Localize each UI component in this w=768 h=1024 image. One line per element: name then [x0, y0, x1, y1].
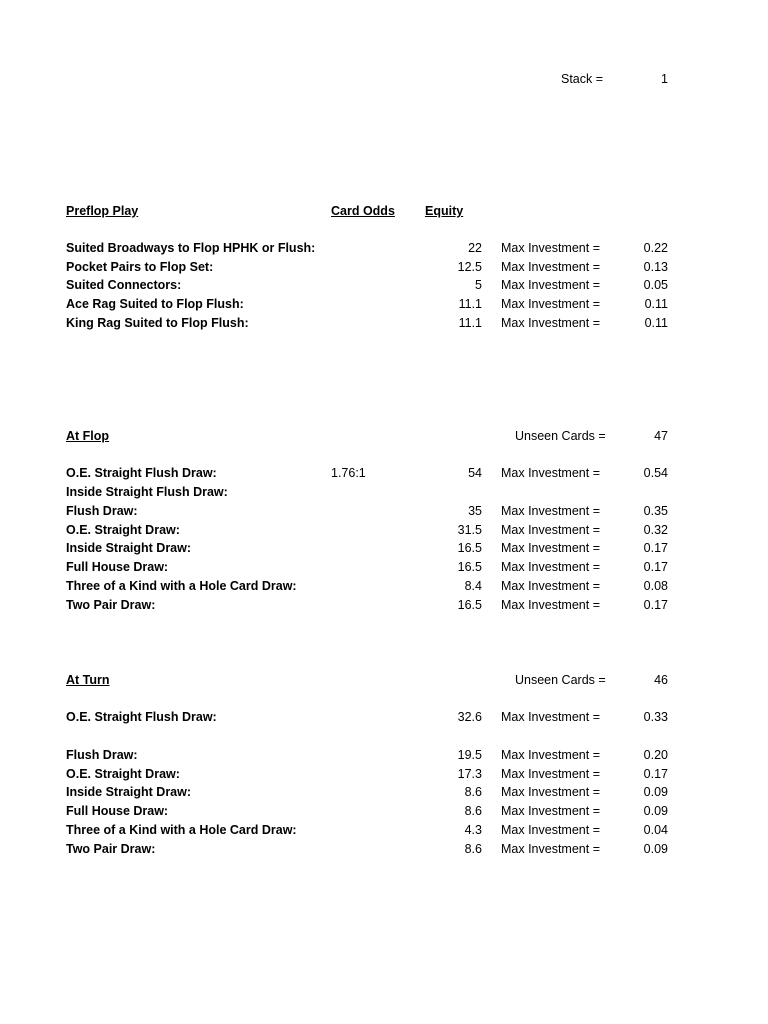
table-row-max-label: Max Investment =: [501, 842, 600, 856]
table-row-equity: 8.6: [464, 842, 482, 856]
card-odds-header: Card Odds: [331, 204, 395, 218]
table-row-equity: 16.5: [457, 541, 482, 555]
table-row-equity: 35: [468, 504, 482, 518]
table-row-max-label: Max Investment =: [501, 823, 600, 837]
preflop-title: Preflop Play: [66, 204, 139, 218]
table-row-max-value: 0.35: [643, 504, 668, 518]
table-row-max-value: 0.11: [644, 297, 668, 311]
table-row-equity: 54: [468, 466, 482, 480]
table-row-max-label: Max Investment =: [501, 316, 600, 330]
table-row-max-value: 0.33: [643, 710, 668, 724]
table-row-label: Pocket Pairs to Flop Set:: [66, 260, 214, 274]
table-row-equity: 19.5: [457, 748, 482, 762]
table-row-label: Inside Straight Draw:: [66, 541, 192, 555]
table-row-label: O.E. Straight Draw:: [66, 523, 180, 537]
table-row-max-value: 0.08: [643, 579, 668, 593]
table-row-max-value: 0.17: [643, 767, 668, 781]
stack-label: Stack =: [561, 72, 604, 86]
table-row-label: Three of a Kind with a Hole Card Draw:: [66, 823, 297, 837]
table-row-label: King Rag Suited to Flop Flush:: [66, 316, 249, 330]
table-row-label: Suited Broadways to Flop HPHK or Flush:: [66, 241, 316, 255]
table-row-max-label: Max Investment =: [501, 560, 600, 574]
table-row-equity: 16.5: [457, 560, 482, 574]
table-row-label: Suited Connectors:: [66, 278, 182, 292]
table-row-max-value: 0.09: [643, 785, 668, 799]
table-row-max-label: Max Investment =: [501, 785, 600, 799]
table-row-label: Flush Draw:: [66, 504, 138, 518]
table-row-label: Two Pair Draw:: [66, 842, 156, 856]
table-row-max-value: 0.17: [643, 560, 668, 574]
table-row-max-label: Max Investment =: [501, 278, 600, 292]
table-row-max-label: Max Investment =: [501, 260, 600, 274]
table-row-equity: 8.6: [464, 804, 482, 818]
flop-title: At Flop: [66, 429, 110, 443]
table-row-max-value: 0.32: [643, 523, 668, 537]
table-row-max-label: Max Investment =: [501, 767, 600, 781]
table-row-label: O.E. Straight Draw:: [66, 767, 180, 781]
stack-value: 1: [661, 72, 668, 86]
table-row-equity: 11.1: [458, 316, 482, 330]
table-row-label: O.E. Straight Flush Draw:: [66, 466, 217, 480]
table-row-max-value: 0.17: [643, 598, 668, 612]
table-row-label: Three of a Kind with a Hole Card Draw:: [66, 579, 297, 593]
turn-title: At Turn: [66, 673, 110, 687]
table-row-max-label: Max Investment =: [501, 710, 600, 724]
table-row-equity: 8.6: [464, 785, 482, 799]
table-row-max-label: Max Investment =: [501, 598, 600, 612]
flop-unseen-label: Unseen Cards =: [515, 429, 606, 443]
table-row-max-value: 0.22: [643, 241, 668, 255]
table-row-max-label: Max Investment =: [501, 297, 600, 311]
turn-unseen-label: Unseen Cards =: [515, 673, 606, 687]
table-row-label: Inside Straight Flush Draw:: [66, 485, 228, 499]
table-row-label: O.E. Straight Flush Draw:: [66, 710, 217, 724]
equity-header: Equity: [425, 204, 464, 218]
table-row-equity: 16.5: [457, 598, 482, 612]
table-row-equity: 5: [475, 278, 482, 292]
table-row-max-value: 0.20: [643, 748, 668, 762]
table-row-label: Ace Rag Suited to Flop Flush:: [66, 297, 244, 311]
table-row-equity: 12.5: [457, 260, 482, 274]
table-row-max-value: 0.05: [643, 278, 668, 292]
table-row-max-label: Max Investment =: [501, 523, 600, 537]
table-row-max-value: 0.13: [643, 260, 668, 274]
table-row-equity: 4.3: [464, 823, 482, 837]
flop-unseen-value: 47: [654, 429, 668, 443]
table-row-max-label: Max Investment =: [501, 579, 600, 593]
table-row-max-label: Max Investment =: [501, 241, 600, 255]
table-row-max-label: Max Investment =: [501, 748, 600, 762]
table-row-label: Full House Draw:: [66, 560, 169, 574]
table-row-max-value: 0.54: [643, 466, 668, 480]
table-row-max-value: 0.11: [644, 316, 668, 330]
table-row-equity: 17.3: [457, 767, 482, 781]
table-row-label: Two Pair Draw:: [66, 598, 156, 612]
table-row-equity: 32.6: [457, 710, 482, 724]
table-row-odds: 1.76:1: [331, 466, 366, 480]
table-row-label: Full House Draw:: [66, 804, 169, 818]
table-row-equity: 8.4: [464, 579, 482, 593]
table-row-label: Inside Straight Draw:: [66, 785, 192, 799]
table-row-max-value: 0.09: [643, 804, 668, 818]
table-row-max-label: Max Investment =: [501, 541, 600, 555]
turn-unseen-value: 46: [654, 673, 668, 687]
table-row-equity: 31.5: [457, 523, 482, 537]
table-row-label: Flush Draw:: [66, 748, 138, 762]
table-row-max-label: Max Investment =: [501, 466, 600, 480]
table-row-max-value: 0.09: [643, 842, 668, 856]
table-row-equity: 22: [468, 241, 482, 255]
table-row-max-value: 0.04: [643, 823, 668, 837]
table-row-max-value: 0.17: [643, 541, 668, 555]
table-row-equity: 11.1: [458, 297, 482, 311]
table-row-max-label: Max Investment =: [501, 804, 600, 818]
table-row-max-label: Max Investment =: [501, 504, 600, 518]
